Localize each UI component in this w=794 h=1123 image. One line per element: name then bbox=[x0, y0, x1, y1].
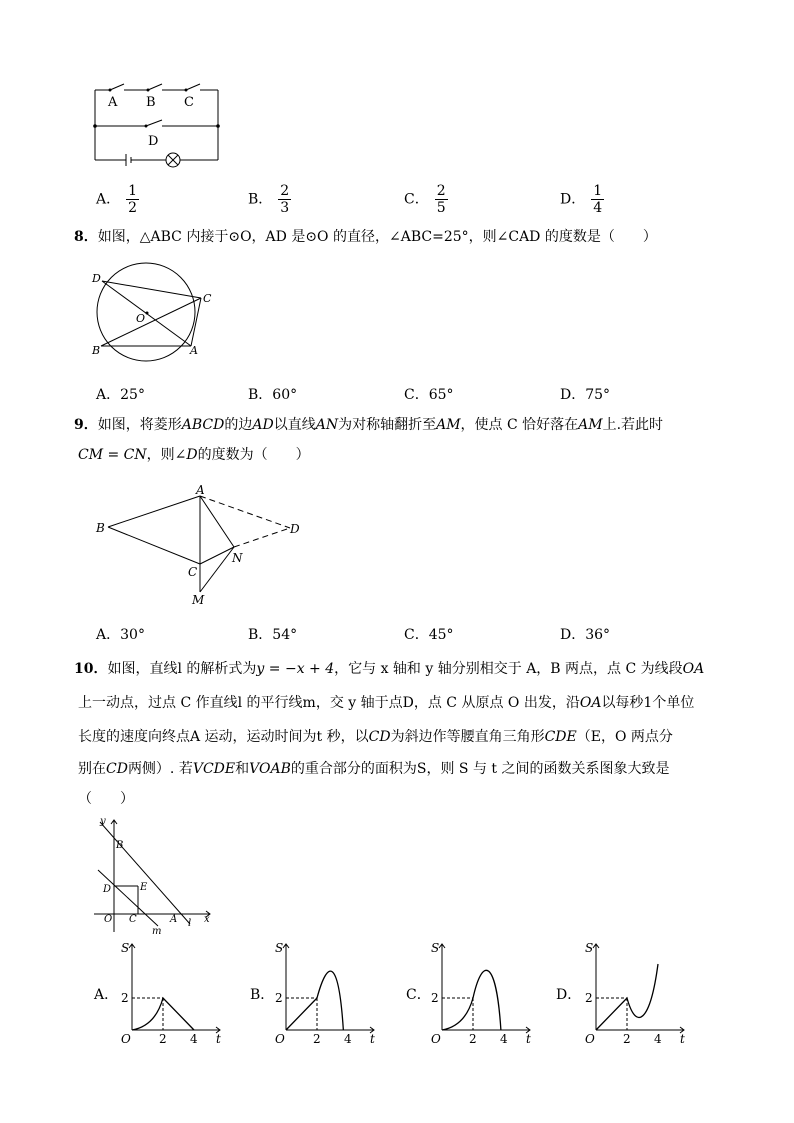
label-two-t: 2 bbox=[313, 1032, 321, 1046]
label-switch-c: C bbox=[184, 95, 194, 110]
label-o: O bbox=[431, 1032, 441, 1046]
q7-option-d[interactable]: D． $\frac{1}{4}$ bbox=[560, 183, 603, 216]
label-o: O bbox=[136, 312, 146, 325]
function-curve bbox=[442, 970, 501, 1030]
q10-question-line1: 10．如图，直线l 的解析式为y = −x + 4，它与 x 轴和 y 轴分别相交于 A，B 两点，点 C 为线段OA bbox=[74, 661, 705, 677]
label-two-s: 2 bbox=[275, 991, 283, 1005]
label-x: x bbox=[204, 914, 210, 925]
graph-option-d[interactable] bbox=[580, 936, 690, 1046]
q7-option-a[interactable]: A． $\frac{1}{2}$ bbox=[96, 183, 138, 216]
graph-option-b[interactable] bbox=[270, 936, 380, 1046]
label-c: C bbox=[203, 292, 212, 305]
label-s: S bbox=[585, 941, 594, 955]
q8-question: 8．如图，△ABC 内接于⊙O，AD 是⊙O 的直径，∠ABC=25°，则∠CAD 的度数是（ ） bbox=[74, 229, 657, 245]
q10-question-line4: 别在CD两侧）. 若VCDE和VOAB的重合部分的面积为S，则 S 与 t 之间的函数关系图象大致是 bbox=[78, 761, 670, 777]
graph-option-a[interactable] bbox=[116, 936, 226, 1046]
q10-option-c[interactable]: C． bbox=[406, 987, 431, 1003]
q7-option-c[interactable]: C． $\frac{2}{5}$ bbox=[404, 183, 446, 216]
label-switch-a: A bbox=[108, 95, 118, 110]
label-two-s: 2 bbox=[585, 991, 593, 1005]
q10-question-line3: 长度的速度向终点A 运动，运动时间为t 秒，以CD为斜边作等腰直角三角形CDE（E，O 两点分 bbox=[78, 729, 673, 745]
label-a: A bbox=[196, 483, 205, 497]
label-c: C bbox=[129, 914, 137, 925]
label-d: D bbox=[290, 522, 300, 536]
label-o: O bbox=[121, 1032, 131, 1046]
label-o: O bbox=[585, 1032, 595, 1046]
label-t: t bbox=[526, 1032, 531, 1046]
q8-option-d[interactable]: D．75° bbox=[560, 387, 611, 403]
circuit-diagram bbox=[90, 80, 230, 168]
label-switch-b: B bbox=[146, 95, 156, 110]
label-o: O bbox=[275, 1032, 285, 1046]
label-c: C bbox=[188, 565, 198, 579]
label-d: D bbox=[103, 884, 112, 895]
label-two-t: 2 bbox=[623, 1032, 631, 1046]
label-y: y bbox=[100, 816, 106, 827]
label-four: 4 bbox=[654, 1032, 662, 1046]
coordinate-figure bbox=[88, 814, 228, 936]
q10-question-line2: 上一动点，过点 C 作直线l 的平行线m，交 y 轴于点D，点 C 从原点 O 出发，沿OA以每秒1个单位 bbox=[78, 695, 695, 711]
label-switch-d: D bbox=[148, 134, 159, 149]
label-two-t: 2 bbox=[469, 1032, 477, 1046]
q9-option-d[interactable]: D．36° bbox=[560, 627, 611, 643]
circle-diagram bbox=[88, 262, 218, 362]
q8-option-b[interactable]: B．60° bbox=[248, 387, 298, 403]
q10-question-line5: （ ） bbox=[78, 791, 134, 807]
q9-option-b[interactable]: B．54° bbox=[248, 627, 298, 643]
q10-option-a[interactable]: A． bbox=[94, 987, 119, 1003]
q8-option-c[interactable]: C．65° bbox=[404, 387, 454, 403]
label-s: S bbox=[275, 941, 284, 955]
label-s: S bbox=[431, 941, 440, 955]
label-four: 4 bbox=[344, 1032, 352, 1046]
label-four: 4 bbox=[500, 1032, 508, 1046]
label-s: S bbox=[121, 941, 130, 955]
q10-option-b[interactable]: B． bbox=[250, 987, 275, 1003]
graph-axes bbox=[593, 944, 684, 1033]
q8-option-a[interactable]: A．25° bbox=[96, 387, 145, 403]
q9-question-line1: 9．如图，将菱形ABCD的边AD以直线AN为对称轴翻折至AM，使点 C 恰好落在AM上.若此时 bbox=[74, 417, 664, 433]
q9-option-a[interactable]: A．30° bbox=[96, 627, 145, 643]
label-four: 4 bbox=[190, 1032, 198, 1046]
label-t: t bbox=[680, 1032, 685, 1046]
label-t: t bbox=[370, 1032, 375, 1046]
label-m: M bbox=[192, 593, 205, 607]
q9-question-line2: CM = CN，则∠D的度数为（ ） bbox=[78, 447, 310, 463]
label-d: D bbox=[92, 272, 101, 285]
graph-option-c[interactable] bbox=[426, 936, 536, 1046]
graph-axes bbox=[129, 944, 220, 1033]
label-b: B bbox=[92, 344, 101, 357]
label-two-t: 2 bbox=[159, 1032, 167, 1046]
label-t: t bbox=[216, 1032, 221, 1046]
q10-option-d[interactable]: D． bbox=[556, 987, 582, 1003]
label-two-s: 2 bbox=[121, 991, 129, 1005]
label-a: A bbox=[190, 344, 198, 357]
rhombus-diagram bbox=[94, 480, 314, 608]
label-m: m bbox=[152, 926, 162, 936]
graph-axes bbox=[439, 944, 530, 1033]
graph-axes bbox=[283, 944, 374, 1033]
q7-option-b[interactable]: B． $\frac{2}{3}$ bbox=[248, 183, 290, 216]
label-o: O bbox=[104, 914, 113, 925]
label-b: B bbox=[96, 521, 105, 535]
label-two-s: 2 bbox=[431, 991, 439, 1005]
q9-option-c[interactable]: C．45° bbox=[404, 627, 454, 643]
label-b: B bbox=[116, 840, 124, 851]
label-e: E bbox=[140, 882, 148, 893]
label-a: A bbox=[170, 914, 178, 925]
function-curve bbox=[286, 971, 343, 1030]
label-l: l bbox=[188, 918, 192, 929]
label-n: N bbox=[232, 551, 243, 565]
